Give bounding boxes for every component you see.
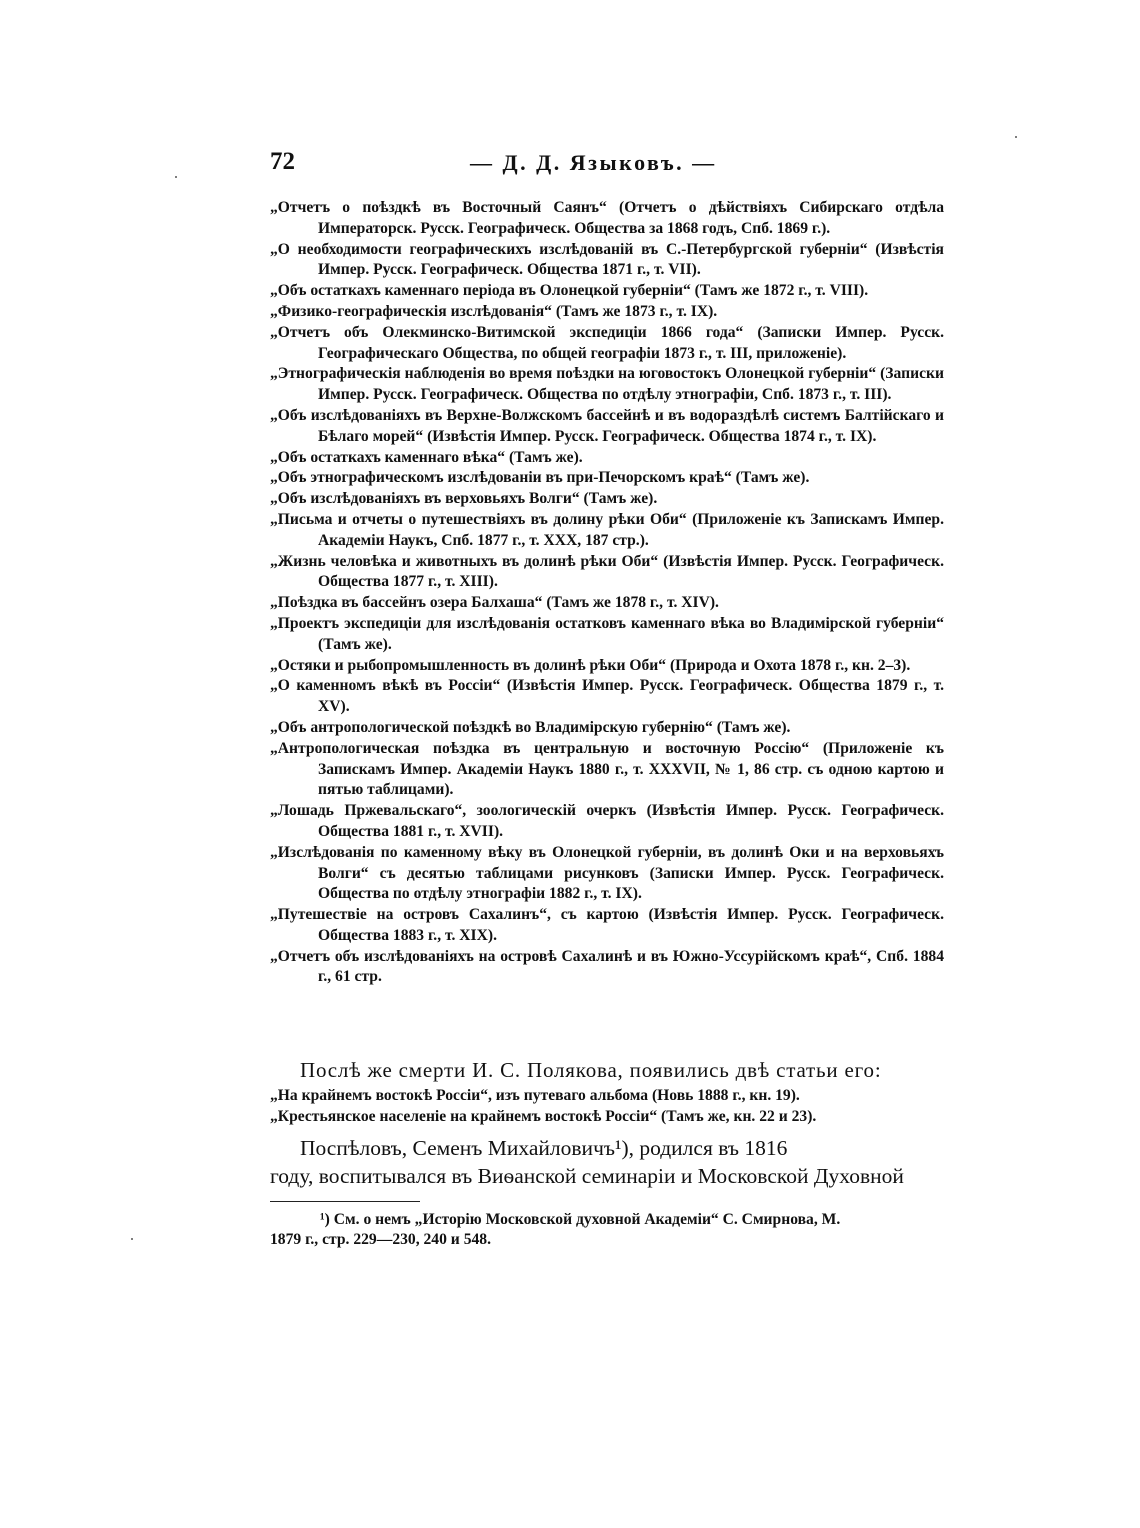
bibliography-entry: „Объ этнографическомъ изслѣдованіи въ при-Печорскомъ краѣ“ (Тамъ же). [270,469,810,487]
bibliography-entry: „Крестьянское населеніе на крайнемъ востокѣ Россіи“ (Тамъ же, кн. 22 и 23). [270,1107,817,1125]
footnote-line: ¹) См. о немъ „Исторію Московской духовной Академіи“ С. Смирнова, М. [320,1211,841,1228]
scan-speck [1015,136,1017,138]
biography-paragraph [270,1134,944,1190]
posthumous-list [270,1086,944,1128]
bibliography-entry: „Путешествіе на островъ Сахалинъ“, съ картою (Извѣстія Импер. Русск. Географическ. Общества 1883 г., т. XIX). [270,906,944,944]
bibliography-entry: „Лошадь Пржевальскаго“, зоологическій очеркъ (Извѣстія Импер. Русск. Географическ. Общества 1881 г., т. XVII). [270,802,944,840]
biography-line: году, воспитывался въ Виѳанской семинаріи и Московской Духовной [270,1164,904,1188]
page-number: 72 [270,148,295,175]
bibliography-entry: „Объ изслѣдованіяхъ въ верховьяхъ Волги“ (Тамъ же). [270,490,658,508]
scan-speck [131,1238,133,1240]
bibliography-entry: „О необходимости географическихъ изслѣдованій въ С.-Петербургской губерніи“ (Извѣстія Импер. Русск. Географическ. Общества 1871 г., т. VII). [270,240,944,279]
bibliography-entry: „Объ антропологической поѣздкѣ во Владимірскую губернію“ (Тамъ же). [270,718,791,736]
bibliography-entry: „Объ изслѣдованіяхъ въ Верхне-Волжскомъ бассейнѣ и въ водораздѣлѣ системъ Балтійскаго и Бѣлаго морей“ (Извѣстія Импер. Русск. Географическ. Общества 1874 г., т. IX). [270,406,944,445]
bibliography-entry: „Жизнь человѣка и животныхъ въ долинѣ рѣки Оби“ (Извѣстія Импер. Русск. Географическ. Общества 1877 г., т. XIII). [270,552,944,591]
bibliography-entry: „Объ остаткахъ каменнаго періода въ Олонецкой губерніи“ (Тамъ же 1872 г., т. VIII). [270,282,869,300]
bibliography-entry: „Отчетъ объ изслѣдованіяхъ на островѣ Сахалинѣ и въ Южно-Уссурійскомъ краѣ“, Спб. 1884 г., 61 стр. [270,947,944,986]
footnote-rule [270,1201,420,1202]
posthumous-section [270,1056,944,1128]
bibliography-entry: „Поѣздка въ бассейнъ озера Балхаша“ (Тамъ же 1878 г., т. XIV). [270,594,719,612]
bibliography-entry: „Антропологическая поѣздка въ центральную и восточную Россію“ (Приложеніе къ Запискамъ Импер. Академіи Наукъ 1880 г., т. XXXVII, № 1, 86 стр. съ одною картою и пятью таблицами). [270,739,944,799]
bibliography-entry: „Остяки и рыбопромышленность въ долинѣ рѣки Оби“ (Природа и Охота 1878 г., кн. 2–3). [270,656,911,674]
bibliography-entry: „Физико-географическія изслѣдованія“ (Тамъ же 1873 г., т. IX). [270,302,718,320]
bibliography-entry: „О каменномъ вѣкѣ въ Россіи“ (Извѣстія Импер. Русск. Географическ. Общества 1879 г., т. XV). [270,677,944,716]
bibliography-entry: „Отчетъ объ Олекминско-Витимской экспедиціи 1866 года“ (Записки Импер. Русск. Географическаго Общества, по общей географіи 1873 г., т. III, приложеніе). [270,323,944,362]
bibliography-entry: „Отчетъ о поѣздкѣ въ Восточный Саянъ“ (Отчетъ о дѣйствіяхъ Сибирскаго отдѣла Императорск. Русск. Географическ. Общества за 1868 годъ, Спб. 1869 г.). [270,199,944,237]
bibliography-entry: „На крайнемъ востокѣ Россіи“, изъ путеваго альбома (Новь 1888 г., кн. 19). [270,1087,800,1104]
bibliography-list [270,198,944,988]
posthumous-heading: Послѣ же смерти И. С. Полякова, появились двѣ статьи его: [300,1058,882,1082]
bibliography-entry: „Проектъ экспедиціи для изслѣдованія остатковъ каменнаго вѣка во Владимірской губерніи“ (Тамъ же). [270,614,944,653]
bibliography-entry: „Объ остаткахъ каменнаго вѣка“ (Тамъ же). [270,448,583,466]
bibliography-entry: „Письма и отчеты о путешествіяхъ въ долину рѣки Оби“ (Приложеніе къ Запискамъ Импер. Академіи Наукъ, Спб. 1877 г., т. XXX, 187 стр.). [270,510,944,549]
footnote [270,1210,944,1250]
scan-speck [175,176,177,178]
bibliography-entry: „Изслѣдованія по каменному вѣку въ Олонецкой губерніи, въ долинѣ Оки и на верховьяхъ Волги“ съ десятью таблицами рисунковъ (Записки Импер. Русск. Географическ. Общества по отдѣлу этнографіи 1882 г., т. IX). [270,843,944,903]
bibliography-entry: „Этнографическія наблюденія во время поѣздки на юговостокъ Олонецкой губерніи“ (Записки Импер. Русск. Географическ. Общества по отдѣлу этнографіи, Спб. 1873 г., т. III). [270,365,944,404]
page-header [270,148,944,178]
running-title: — Д. Д. Языковъ. — [470,150,717,175]
footnote-line: 1879 г., стр. 229—230, 240 и 548. [270,1231,491,1248]
biography-line: Поспѣловъ, Семенъ Михайловичъ¹), родился въ 1816 [300,1136,788,1160]
